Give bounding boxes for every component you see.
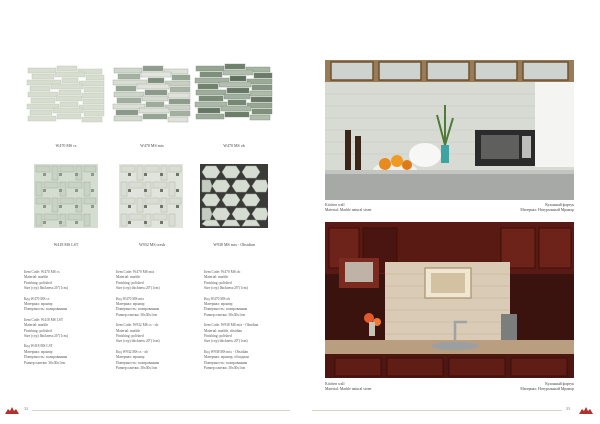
spec-line: Item Code: W470 MS cs (24, 270, 60, 274)
spec-line: Finishing: polished (24, 328, 52, 333)
footer-divider-left (32, 410, 290, 411)
spec-line: Код W932 MS cs - ob (116, 349, 148, 354)
spec-line: Size (cvp) thickness:20"(1cm) (116, 286, 160, 291)
spec-line: Материал: мрамор (24, 349, 53, 354)
caption-line: Кухонный фартук (545, 203, 574, 207)
spec-line: Код W470 MS ob (204, 296, 231, 301)
caption-w938-ms-mix-obsidian: W938 MS mix - Obsidian (213, 242, 255, 247)
spec-line: Материал: мрамор, обсидиан (204, 355, 249, 360)
spec-column-3 (204, 270, 280, 372)
spec-line: Material: marble (204, 275, 229, 280)
footer-divider-right (312, 410, 562, 411)
photo1-caption-left (325, 203, 371, 213)
spec-line: Finishing: polished (116, 280, 144, 285)
spec-line: Поверхность: полированная (24, 307, 68, 312)
brand-logo-icon (4, 403, 20, 413)
photo1-caption-right (494, 203, 574, 213)
spec-line: Material: marble, obsidian (204, 328, 243, 333)
photo2-caption-right (494, 382, 574, 392)
spec-line: Size (cvp) thickness:20"(1cm) (116, 339, 160, 344)
caption-line: Material: Marble natural stone (325, 208, 372, 212)
spec-line: Item Code: W938 MS mix - Obsidian (204, 323, 259, 328)
tile-w932-ms-cresh (115, 160, 187, 232)
spec-line: Item Code: W470 MS mix (116, 270, 155, 274)
spec-line: Finishing: polished (24, 280, 52, 285)
spec-line: Поверхность: полированная (116, 307, 160, 312)
spec-line: Материал: мрамор (204, 302, 233, 307)
spec-line: Размер плитки: 30x30x1cm (24, 360, 66, 365)
caption-w470-ms-mix: W470 MS mix (140, 143, 164, 148)
spec-line: Finishing: polished (204, 334, 232, 339)
caption-line: Материал: Натуральный Мрамор (520, 387, 574, 391)
tile-w938-ms-mix-obsidian (196, 160, 272, 232)
spec-line: Size (cvp) Ihickness:20"(1cm) (24, 334, 68, 339)
caption-line: Kitchen wall (325, 203, 345, 207)
spec-line: Размер плитки: 30x30x1cm (116, 366, 158, 371)
spec-line: Item Code: W932 MS cs - ob (116, 323, 159, 328)
spec-line: Поверхность: полированная (204, 307, 248, 312)
spec-line: Material: marble (116, 328, 141, 333)
caption-line: Кухонный фартук (545, 382, 574, 386)
spec-line: Размер плитки: 30x30x1cm (116, 312, 158, 317)
spec-line: Size (cvp) thickness:20"(1cm) (204, 339, 248, 344)
spec-line: Код W470 MS cs (24, 296, 50, 301)
spec-line: Материал: мрамор (24, 302, 53, 307)
caption-w470-ms-cs: W470 MS cs (55, 143, 77, 148)
spec-line: Finishing: polished (116, 334, 144, 339)
tile-w470-ms-cs (26, 62, 106, 126)
tile-w470-ms-ob (194, 62, 274, 126)
kitchen-photo-1 (325, 60, 574, 200)
caption-w418-ms-lst: W418 MS LST (53, 242, 79, 247)
spec-line: Item Code: W470 MS ob (204, 270, 241, 274)
tile-w418-ms-lst (30, 160, 102, 232)
spec-line: Материал: мрамор (116, 355, 145, 360)
spec-column-1 (24, 270, 100, 366)
spec-column-2 (116, 270, 192, 372)
spec-line: Поверхность: полированная (24, 355, 68, 360)
spec-line: Material: marble (24, 323, 49, 328)
caption-line: Kitchen wall (325, 382, 345, 386)
spec-line: Поверхность: полированная (204, 360, 248, 365)
page-number-left: 32 (24, 406, 28, 411)
spec-line: Материал: мрамор (116, 302, 145, 307)
caption-w470-ms-ob: W470 MS ob (223, 143, 245, 148)
brand-logo-icon (578, 403, 594, 413)
spec-line: Size (cvp) Ihickness:20"(1cm) (204, 286, 248, 291)
spec-line: Код W418 MS LST (24, 344, 53, 349)
spec-line: Размер плитки: 30x30x1cm (204, 366, 246, 371)
spec-line: Item Code: W418 MS LST (24, 317, 64, 322)
kitchen-photo-2 (325, 222, 574, 378)
spec-line: Код W938 MS mix - Obsidian (204, 349, 248, 354)
caption-line: Material: Marble natural stone (325, 387, 372, 391)
spec-line: Size (cvp) Ihickness:20"(1cm) (24, 286, 68, 291)
spec-line: Finishing: polished (204, 280, 232, 285)
spec-line: Material: marble (24, 275, 49, 280)
caption-line: Материал: Натуральный Мрамор (520, 208, 574, 212)
tile-w470-ms-mix (112, 62, 192, 126)
spec-line: Код W470 MS mix (116, 296, 145, 301)
spec-line: Поверхность: полированная (116, 360, 160, 365)
page-number-right: 33 (566, 406, 570, 411)
caption-w932-ms-cresh: W932 MS cresh (139, 242, 165, 247)
photo2-caption-left (325, 382, 371, 392)
spec-line: Material: marble (116, 275, 141, 280)
spec-line: Размер плитки: 30x30x1cm (204, 312, 246, 317)
